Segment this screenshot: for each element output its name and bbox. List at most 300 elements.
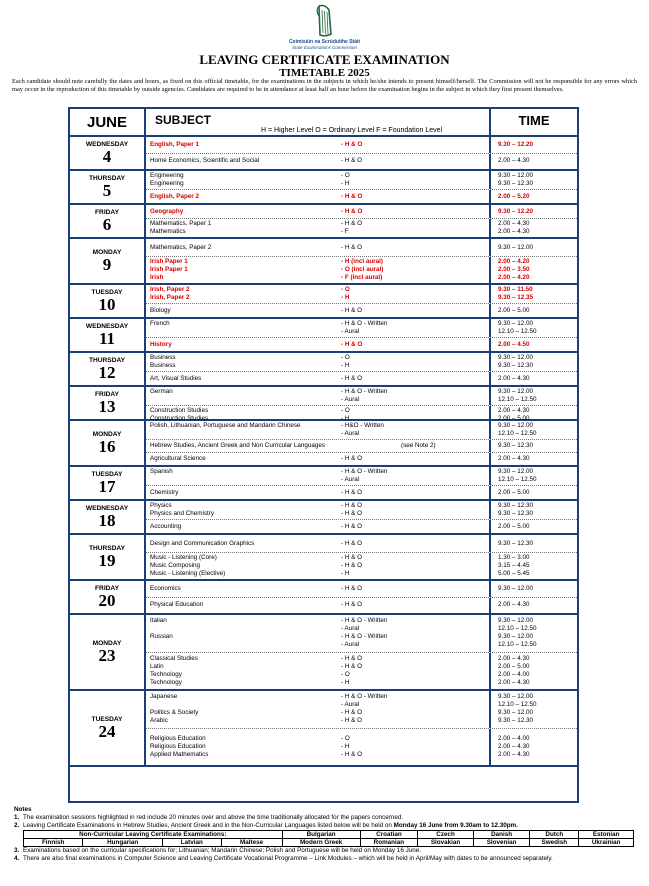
exam-session [146,520,577,533]
exam-session [146,387,577,406]
note-1: 1. The examination sessions highlighted in red include 20 minutes over and above the time traditionally allocated for the papers concerned. [14,814,404,821]
exam-time: 9.30 – 12.00 [498,320,534,327]
subject-name: Classical Studies [150,654,198,662]
day-name: FRIDAY [95,391,119,398]
subject-level: - H [341,570,350,577]
subject-level: - O [341,286,350,293]
document-subtitle: TIMETABLE 2025 [279,67,370,79]
subject-line [146,307,489,315]
subject-level: - H & O [341,510,362,517]
subject-name: Design and Communication Graphics [150,539,255,547]
language-cell: Ukrainian [579,839,634,847]
day-cell [70,239,146,283]
exam-time: 2.00 – 5.00 [498,488,530,496]
exam-time: 9.30 – 12.00 [498,422,534,429]
exam-time: 9.30 – 12.00 [498,617,534,625]
exam-time: 2.00 – 5.00 [498,522,530,530]
exam-time: 9.30 – 12.30 [498,717,534,725]
subject-name: Religious Education [150,734,206,742]
exam-session [146,137,577,154]
timetable [68,107,579,803]
languages-table [23,830,634,847]
day-cell [70,285,146,317]
day-cell [70,319,146,351]
day-row [70,353,577,387]
subject-level: - O (incl aural) [341,266,384,273]
intro-paragraph: Each candidate should note carefully the dates and hours, as fixed on this official timetable, for the examinations in the subjects in which he/she intends to present himself/herself. The Commission will not be responsible for any errors which may occur in the reproduction of this timetable by outside agencies. Candidates are required to be in attendance at least half an hour before the examination begins in the subject in which they first present themselves. [12,78,637,93]
exam-time: 9.30 – 12.30 [498,442,534,449]
subject-level: - Aural [341,328,360,335]
subject-header: SUBJECT [155,113,212,127]
day-row [70,239,577,285]
subject-name: Spanish [150,468,173,475]
subject-line [146,489,489,497]
exam-time: 9.30 – 11.50 [498,286,533,293]
exam-time: 2.00 – 5.20 [498,192,530,200]
subject-name: Latin [150,662,164,670]
exam-time: 9.30 – 12.30 [498,502,534,509]
subject-line [146,476,489,484]
subject-name: Mathematics, Paper 1 [150,220,212,227]
subject-level: - H & O [341,562,362,569]
language-cell: Modern Greek [282,839,360,847]
subject-line [146,468,489,476]
exam-time: 9.30 – 12.20 [498,207,534,215]
subject-level: - Aural [341,396,360,403]
exam-time: 2.00 – 4.30 [498,407,530,414]
exam-session [146,467,577,486]
exam-session [146,257,577,283]
subject-name [146,625,341,633]
day-number: 5 [102,181,112,200]
subject-line [146,717,489,725]
day-row [70,467,577,501]
exam-session [146,285,577,304]
subject-level: - O [341,734,350,742]
subject-name: Russian [150,633,173,641]
subject-level: - H [341,294,350,301]
day-row [70,319,577,353]
day-name: WEDNESDAY [85,505,129,512]
exam-time: 9.30 – 12.00 [498,388,534,395]
subject-level: - H & O [341,654,362,662]
subject-name: Religious Education [150,742,206,750]
day-number: 17 [98,477,116,496]
subject-name: Business [150,354,176,361]
subject-line [146,523,489,531]
month-header: JUNE [70,109,146,135]
subject-name: Chemistry [150,488,179,496]
exam-session [146,553,577,579]
subject-level: - H & O [341,554,362,561]
exam-session [146,486,577,499]
exam-time: 2.00 – 4.30 [498,678,530,686]
subject-line [146,455,489,463]
exam-session [146,304,577,317]
exam-time: 2.00 – 4.00 [498,670,530,678]
subject-name: Irish Paper 1 [150,266,188,273]
subject-level: - H & O [341,306,362,314]
day-number: 11 [98,329,116,348]
exam-time: 2.00 – 3.50 [498,266,530,273]
language-cell: Hungarian [83,839,163,847]
exam-time: 2.00 – 4.50 [498,340,530,348]
subject-line [146,172,489,180]
subject-line [146,286,489,294]
day-cell [70,501,146,533]
subject-level [341,442,401,450]
day-name: WEDNESDAY [85,141,129,148]
exam-time: 2.00 – 4.20 [498,258,530,265]
day-cell [70,467,146,499]
subject-line [146,751,489,759]
subject-level: - H&O - Written [341,422,384,429]
subject-level: - H & O [341,584,362,592]
subject-level: - H & O [341,207,363,215]
subject-line [146,274,489,282]
subject-name [146,328,341,336]
exam-session [146,190,577,203]
subject-level: - H [341,415,350,422]
day-row [70,285,577,319]
subject-level: - H [341,742,350,750]
subject-line [146,228,489,236]
subject-level: - H & O - Written [341,320,388,327]
day-row [70,535,577,581]
subject-name: Economics [150,584,181,592]
subject-line [146,141,489,149]
subject-line [146,625,489,633]
subject-line [146,354,489,362]
exam-time: 9.30 – 12.30 [498,510,534,517]
exam-time: 2.00 – 4.30 [498,228,530,235]
language-cell: Croatian [360,831,418,839]
subject-name: Business [150,362,176,369]
subject-line [146,502,489,510]
subject-level: - H & O - Written [341,468,388,475]
exam-time: 9.30 – 12.30 [498,362,534,369]
languages-table-header: Non-Curricular Leaving Certificate Examinations: [24,831,283,839]
day-name: TUESDAY [91,716,123,723]
day-row [70,581,577,615]
subject-line [146,601,489,609]
subject-line [146,294,489,302]
subject-level: - H & O [341,455,362,462]
exam-session [146,171,577,190]
subject-level: - H & O [341,192,363,200]
exam-session [146,535,577,553]
exam-time: 9.30 – 12.00 [498,633,534,641]
note-2: 2. Leaving Certificate Examinations in Hebrew Studies, Ancient Greek and in the Non-Curricular Languages listed below will be held on Monday 16 June from 9.30am to 12.30pm. [14,822,518,829]
language-cell: Slovakian [418,839,474,847]
agency-name-english: State Examinations Commission [292,45,357,50]
subject-line [146,510,489,518]
exam-session [146,453,577,465]
exam-session [146,338,577,351]
day-name: MONDAY [92,640,122,647]
day-name: MONDAY [92,431,122,438]
subject-level: - Aural [341,701,360,709]
subject-name: German [150,388,173,395]
subject-name [146,476,341,484]
exam-time: 12.10 – 12.50 [498,625,537,633]
subject-level: - H & O [341,157,362,165]
subject-note: (see Note 2) [401,442,436,449]
subject-name: Music Composing [150,562,201,569]
subject-line [146,220,489,228]
subject-name: Irish Paper 1 [150,258,188,265]
language-cell: Bulgarian [282,831,360,839]
day-number: 18 [98,511,116,530]
exam-session [146,353,577,372]
subject-line [146,244,489,252]
day-row [70,137,577,171]
day-name: THURSDAY [88,175,126,182]
subject-name: Engineering [150,172,184,179]
day-number: 12 [98,363,116,382]
exam-time: 9.30 – 12.20 [498,140,534,148]
subject-line [146,679,489,687]
subject-level: - H & O [341,488,362,496]
subject-level: - H & O - Written [341,617,388,625]
subject-name: Applied Mathematics [150,750,209,758]
subject-level: - O [341,354,350,361]
day-cell [70,387,146,419]
exam-time: 9.30 – 12.30 [498,180,534,187]
subject-name: Arabic [150,717,168,725]
exam-time: 2.00 – 5.00 [498,306,530,314]
subject-name: History [150,340,172,348]
exam-time: 12.10 – 12.50 [498,430,537,437]
subject-name: Engineering [150,180,184,187]
language-cell: Maltese [221,839,282,847]
subject-name: Polish, Lithuanian, Portuguese and Mandarin Chinese [150,422,301,429]
day-row [70,171,577,205]
exam-time: 5.00 – 5.45 [498,570,530,577]
note-3-text: Examinations based on the curricular specifications for; Lithuanian; Mandarin Chinese; Polish and Portuguese will be held on Monday 16 June. [23,847,421,854]
page-header [0,0,649,78]
subject-line [146,585,489,593]
subject-name: Physics and Chemistry [150,510,215,517]
subject-line [146,735,489,743]
subject-line [146,362,489,370]
exam-session [146,219,577,237]
subject-name: Biology [150,306,171,314]
subject-level: - H & O [341,140,363,148]
exam-time: 9.30 – 12.00 [498,172,534,179]
subject-level: - H [341,362,350,369]
subject-level: - H & O [341,502,362,509]
exam-session [146,581,577,598]
exam-time: 2.00 – 4.30 [498,654,530,662]
time-header: TIME [518,113,550,128]
subject-name: Mathematics, Paper 2 [150,243,212,251]
day-row [70,205,577,239]
subject-name: English, Paper 1 [150,140,199,148]
subject-level: - Aural [341,641,360,649]
note-1-text: The examination sessions highlighted in red include 20 minutes over and above the time traditionally allocated for the papers concerned. [23,814,404,821]
note-3: 3. Examinations based on the curricular specifications for; Lithuanian; Mandarin Chinese; Polish and Portuguese will be held on Monday 16 June. [14,847,421,854]
day-cell [70,535,146,579]
subject-name [146,430,341,438]
language-cell: Danish [473,831,529,839]
subject-line [146,693,489,701]
subject-line [146,633,489,641]
subject-line [146,407,489,415]
exam-time: 9.30 – 12.00 [498,693,534,701]
subject-name: French [150,320,170,327]
subject-line [146,388,489,396]
note-4: 4. There are also final examinations in Computer Science and Leaving Certificate Vocational Programme – Link Modules – which will be held in April/May with dates to be announced separately. [14,855,553,862]
subject-level: - H & O [341,601,362,609]
exam-time: 12.10 – 12.50 [498,701,537,709]
subject-level: - Aural [341,430,360,437]
subject-line [146,180,489,188]
subject-name: Hebrew Studies, Ancient Greek and Non Curricular Languages [150,442,326,449]
subject-name: Home Economics, Scientific and Social [150,157,260,165]
exam-time: 9.30 – 12.00 [498,243,534,251]
exam-time: 2.00 – 4.30 [498,750,530,758]
subject-line [146,743,489,751]
subject-name: Accounting [150,522,182,530]
day-number: 10 [98,295,116,314]
subject-name: Music - Listening (Elective) [150,570,226,577]
subject-name [146,641,341,649]
subject-level: - H & O [341,750,362,758]
subject-name: Irish, Paper 2 [150,294,190,301]
subject-level: - F [341,228,349,235]
day-number: 19 [98,551,116,570]
subject-name: Japanese [150,693,178,701]
subject-level: - H & O [341,539,362,547]
exam-session [146,729,577,766]
day-name: TUESDAY [91,471,123,478]
day-name: FRIDAY [95,585,119,592]
subject-name: Agricultural Science [150,455,206,462]
subject-line [146,554,489,562]
document-title: LEAVING CERTIFICATE EXAMINATION [199,52,450,67]
exam-session [146,372,577,385]
language-cell: Finnish [24,839,83,847]
note-2-date: Monday 16 June from 9.30am to 12.30pm. [393,822,518,829]
harp-logo-icon [315,4,335,38]
day-cell [70,137,146,169]
subject-line [146,663,489,671]
note-2-text: Leaving Certificate Examinations in Hebrew Studies, Ancient Greek and in the Non-Curricular Languages listed below will be held on [23,822,394,829]
day-cell [70,581,146,613]
day-name: THURSDAY [88,545,126,552]
subject-line [146,430,489,438]
exam-time: 9.30 – 12.00 [498,584,534,592]
subject-level: - O [341,172,350,179]
day-number: 6 [102,215,112,234]
day-row [70,387,577,421]
level-legend: H = Higher Level O = Ordinary Level F = Foundation Level [261,127,443,134]
language-cell: Dutch [530,831,579,839]
language-cell: Czech [418,831,474,839]
notes-heading: Notes [14,806,32,813]
day-cell [70,421,146,465]
exam-session [146,501,577,520]
subject-name [146,701,341,709]
subject-name: Music - Listening (Core) [150,554,217,561]
subject-name: Construction Studies [150,407,209,414]
subject-level: - H & O [341,340,363,348]
subject-level: - H & O [341,374,362,382]
exam-session [146,691,577,729]
subject-name: Physics [150,502,172,509]
subject-name: English, Paper 2 [150,192,199,200]
day-number: 20 [98,591,116,610]
exam-time: 2.00 – 4.30 [498,742,530,750]
day-name: MONDAY [92,249,122,256]
exam-time: 9.30 – 12.35 [498,294,534,301]
exam-time: 2.00 – 4.30 [498,374,530,382]
day-name: WEDNESDAY [85,323,129,330]
exam-time: 2.00 – 4.20 [498,274,530,281]
day-number: 4 [102,147,112,166]
subject-line [146,208,489,216]
exam-time: 1.30 – 3.00 [498,554,530,561]
day-name: TUESDAY [91,289,123,296]
subject-level: - H (incl aural) [341,258,383,265]
subject-level: - H [341,180,350,187]
exam-time: 3.15 – 4.45 [498,562,530,569]
day-number: 24 [98,722,116,741]
exam-time: 12.10 – 12.50 [498,641,537,649]
exam-session [146,653,577,690]
day-number: 23 [98,646,116,665]
subject-line [146,375,489,383]
day-row [70,691,577,767]
subject-line [146,617,489,625]
exam-time: 12.10 – 12.50 [498,328,537,335]
subject-level: - H & O [341,709,362,717]
exam-session [146,205,577,219]
table-header [70,109,577,137]
subject-line [146,193,489,201]
subject-line [146,442,489,450]
subject-line [146,709,489,717]
exam-time: 2.00 – 4.30 [498,220,530,227]
language-cell: Swedish [530,839,579,847]
subject-level: - F (incl aural) [341,274,383,281]
language-cell: Latvian [163,839,222,847]
subject-name: Mathematics [150,228,186,235]
exam-session [146,440,577,453]
exam-time: 9.30 – 12.00 [498,354,534,361]
subject-line [146,655,489,663]
subject-line [146,701,489,709]
language-cell: Estonian [579,831,634,839]
exam-session [146,421,577,440]
subject-level: - Aural [341,476,360,483]
exam-session [146,598,577,614]
subject-level: - H [341,678,350,686]
exam-time: 2.00 – 5.00 [498,662,530,670]
subject-name [146,396,341,404]
language-cell: Romanian [360,839,418,847]
exam-time: 9.30 – 12.00 [498,709,534,717]
subject-level: - H & O - Written [341,693,388,701]
subject-level: - H & O [341,662,362,670]
subject-line [146,570,489,578]
subject-name: Politics & Society [150,709,199,717]
notes-section [14,806,634,863]
agency-name-irish: Coimisiún na Scrúduithe Stáit [288,39,361,45]
subject-level: - H & O - Written [341,388,388,395]
subject-line [146,562,489,570]
